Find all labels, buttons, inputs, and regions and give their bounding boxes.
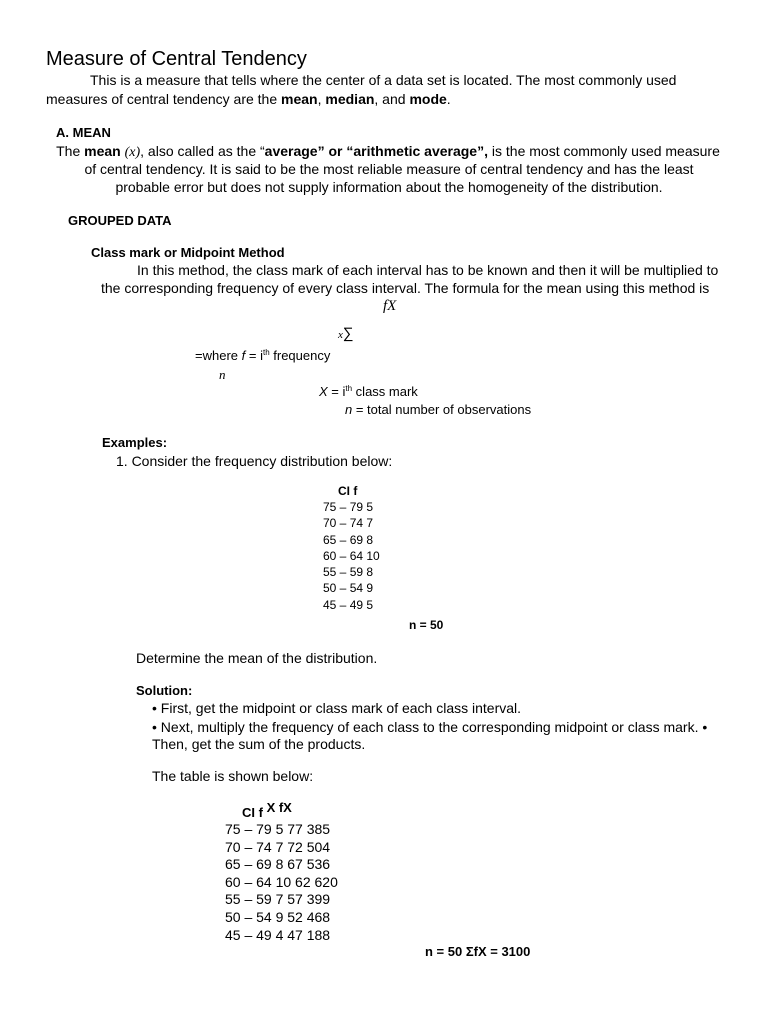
solution-step-3: Then, get the sum of the products. xyxy=(152,736,366,752)
formula-where-f xyxy=(195,348,330,364)
intro-line-2 xyxy=(46,91,451,108)
table-row: 55 – 59 7 57 399 xyxy=(225,891,331,908)
table-row: 65 – 69 8 xyxy=(323,532,374,547)
formula-where-X xyxy=(319,384,418,400)
where-n-post: = total number of observations xyxy=(352,402,532,417)
where-f-eq: = i xyxy=(245,348,263,363)
table2-header-x: X fX xyxy=(266,800,292,815)
table-intro: The table is shown below: xyxy=(152,768,314,784)
where-X-post: class mark xyxy=(352,384,418,399)
formula-where-n xyxy=(345,402,531,418)
mean-p1-mid: , also called as the “ xyxy=(140,143,265,159)
intro-period: . xyxy=(446,91,451,107)
table-row: 50 – 54 9 52 468 xyxy=(225,908,331,925)
intro-line-1: This is a measure that tells where the center of a data set is located. The most commonly used xyxy=(90,72,677,88)
formula-denominator: n xyxy=(219,367,226,382)
intro-sep-1: , xyxy=(317,91,326,107)
table-row: 50 – 54 9 xyxy=(323,581,374,596)
table-row: 70 – 74 7 xyxy=(323,516,374,531)
mean-symbol: (x) xyxy=(124,145,141,160)
solution-heading: Solution: xyxy=(136,683,193,698)
table1-total: n = 50 xyxy=(409,618,444,632)
formula-x-symbol: x xyxy=(338,329,343,341)
solution-step-1: • First, get the midpoint or class mark of each class interval. xyxy=(152,700,522,716)
table2-header xyxy=(242,800,292,821)
table-row: 75 – 79 5 77 385 xyxy=(225,821,331,837)
table2-totals: n = 50 ΣfX = 3100 xyxy=(425,944,531,959)
table-row: 55 – 59 8 xyxy=(323,565,374,580)
example-1: 1. Consider the frequency distribution below: xyxy=(116,453,393,469)
mean-paragraph-line-3: probable error but does not supply information about the homogeneity of the distribution. xyxy=(115,179,663,195)
mean-p1-pre: The xyxy=(56,143,85,159)
table2-header-ci: CI f xyxy=(242,805,267,820)
where-X-eq: = i xyxy=(327,384,346,399)
determine-text: Determine the mean of the distribution. xyxy=(136,650,378,666)
formula-sum xyxy=(338,325,354,342)
where-X-sup: th xyxy=(345,384,353,393)
table2-body xyxy=(225,821,338,944)
table-row: 70 – 74 7 72 504 xyxy=(225,838,331,855)
solution-step-2: • Next, multiply the frequency of each class to the corresponding midpoint or class mark. • xyxy=(152,719,708,735)
mean-paragraph-line-1 xyxy=(0,143,768,161)
table1-header: CI f xyxy=(338,484,358,498)
table-row: 75 – 79 5 xyxy=(323,500,374,514)
where-f-var: f xyxy=(241,348,246,363)
grouped-data-heading: GROUPED DATA xyxy=(68,213,172,228)
table-row: 45 – 49 5 xyxy=(323,597,374,612)
where-f-sup: th xyxy=(262,348,270,357)
page-title: Measure of Central Tendency xyxy=(46,48,307,70)
sigma-symbol: ∑ xyxy=(342,325,354,342)
term-mean: mean xyxy=(281,91,318,107)
method-line-2: the corresponding frequency of every class interval. The formula for the mean using this method is xyxy=(101,280,710,296)
table-row: 60 – 64 10 62 620 xyxy=(225,873,338,890)
where-n-var: n xyxy=(345,402,353,417)
term-mode: mode xyxy=(409,91,447,107)
mean-p1-term: mean xyxy=(84,143,121,159)
method-heading: Class mark or Midpoint Method xyxy=(91,245,285,260)
intro-line-2-text: measures of central tendency are the xyxy=(46,91,282,107)
table1-body xyxy=(323,499,380,613)
mean-p1-average: average” or “arithmetic average”, xyxy=(264,143,488,159)
term-median: median xyxy=(325,91,375,107)
where-X-var: X xyxy=(319,384,328,399)
examples-heading: Examples: xyxy=(102,435,168,450)
where-f-post: frequency xyxy=(269,348,331,363)
table-row: 45 – 49 4 47 188 xyxy=(225,926,331,943)
intro-sep-2: , and xyxy=(374,91,410,107)
mean-p1-post: is the most commonly used measure xyxy=(488,143,720,159)
where-prefix: =where xyxy=(195,348,242,363)
mean-paragraph-line-2: of central tendency. It is said to be the most reliable measure of central tendency and has the least xyxy=(84,161,694,177)
table-row: 65 – 69 8 67 536 xyxy=(225,856,331,873)
method-line-1: In this method, the class mark of each interval has to be known and then it will be multiplied to xyxy=(137,262,719,278)
formula-numerator: fX xyxy=(383,298,397,314)
section-heading-mean: A. MEAN xyxy=(56,125,111,140)
table-row: 60 – 64 10 xyxy=(323,548,380,563)
